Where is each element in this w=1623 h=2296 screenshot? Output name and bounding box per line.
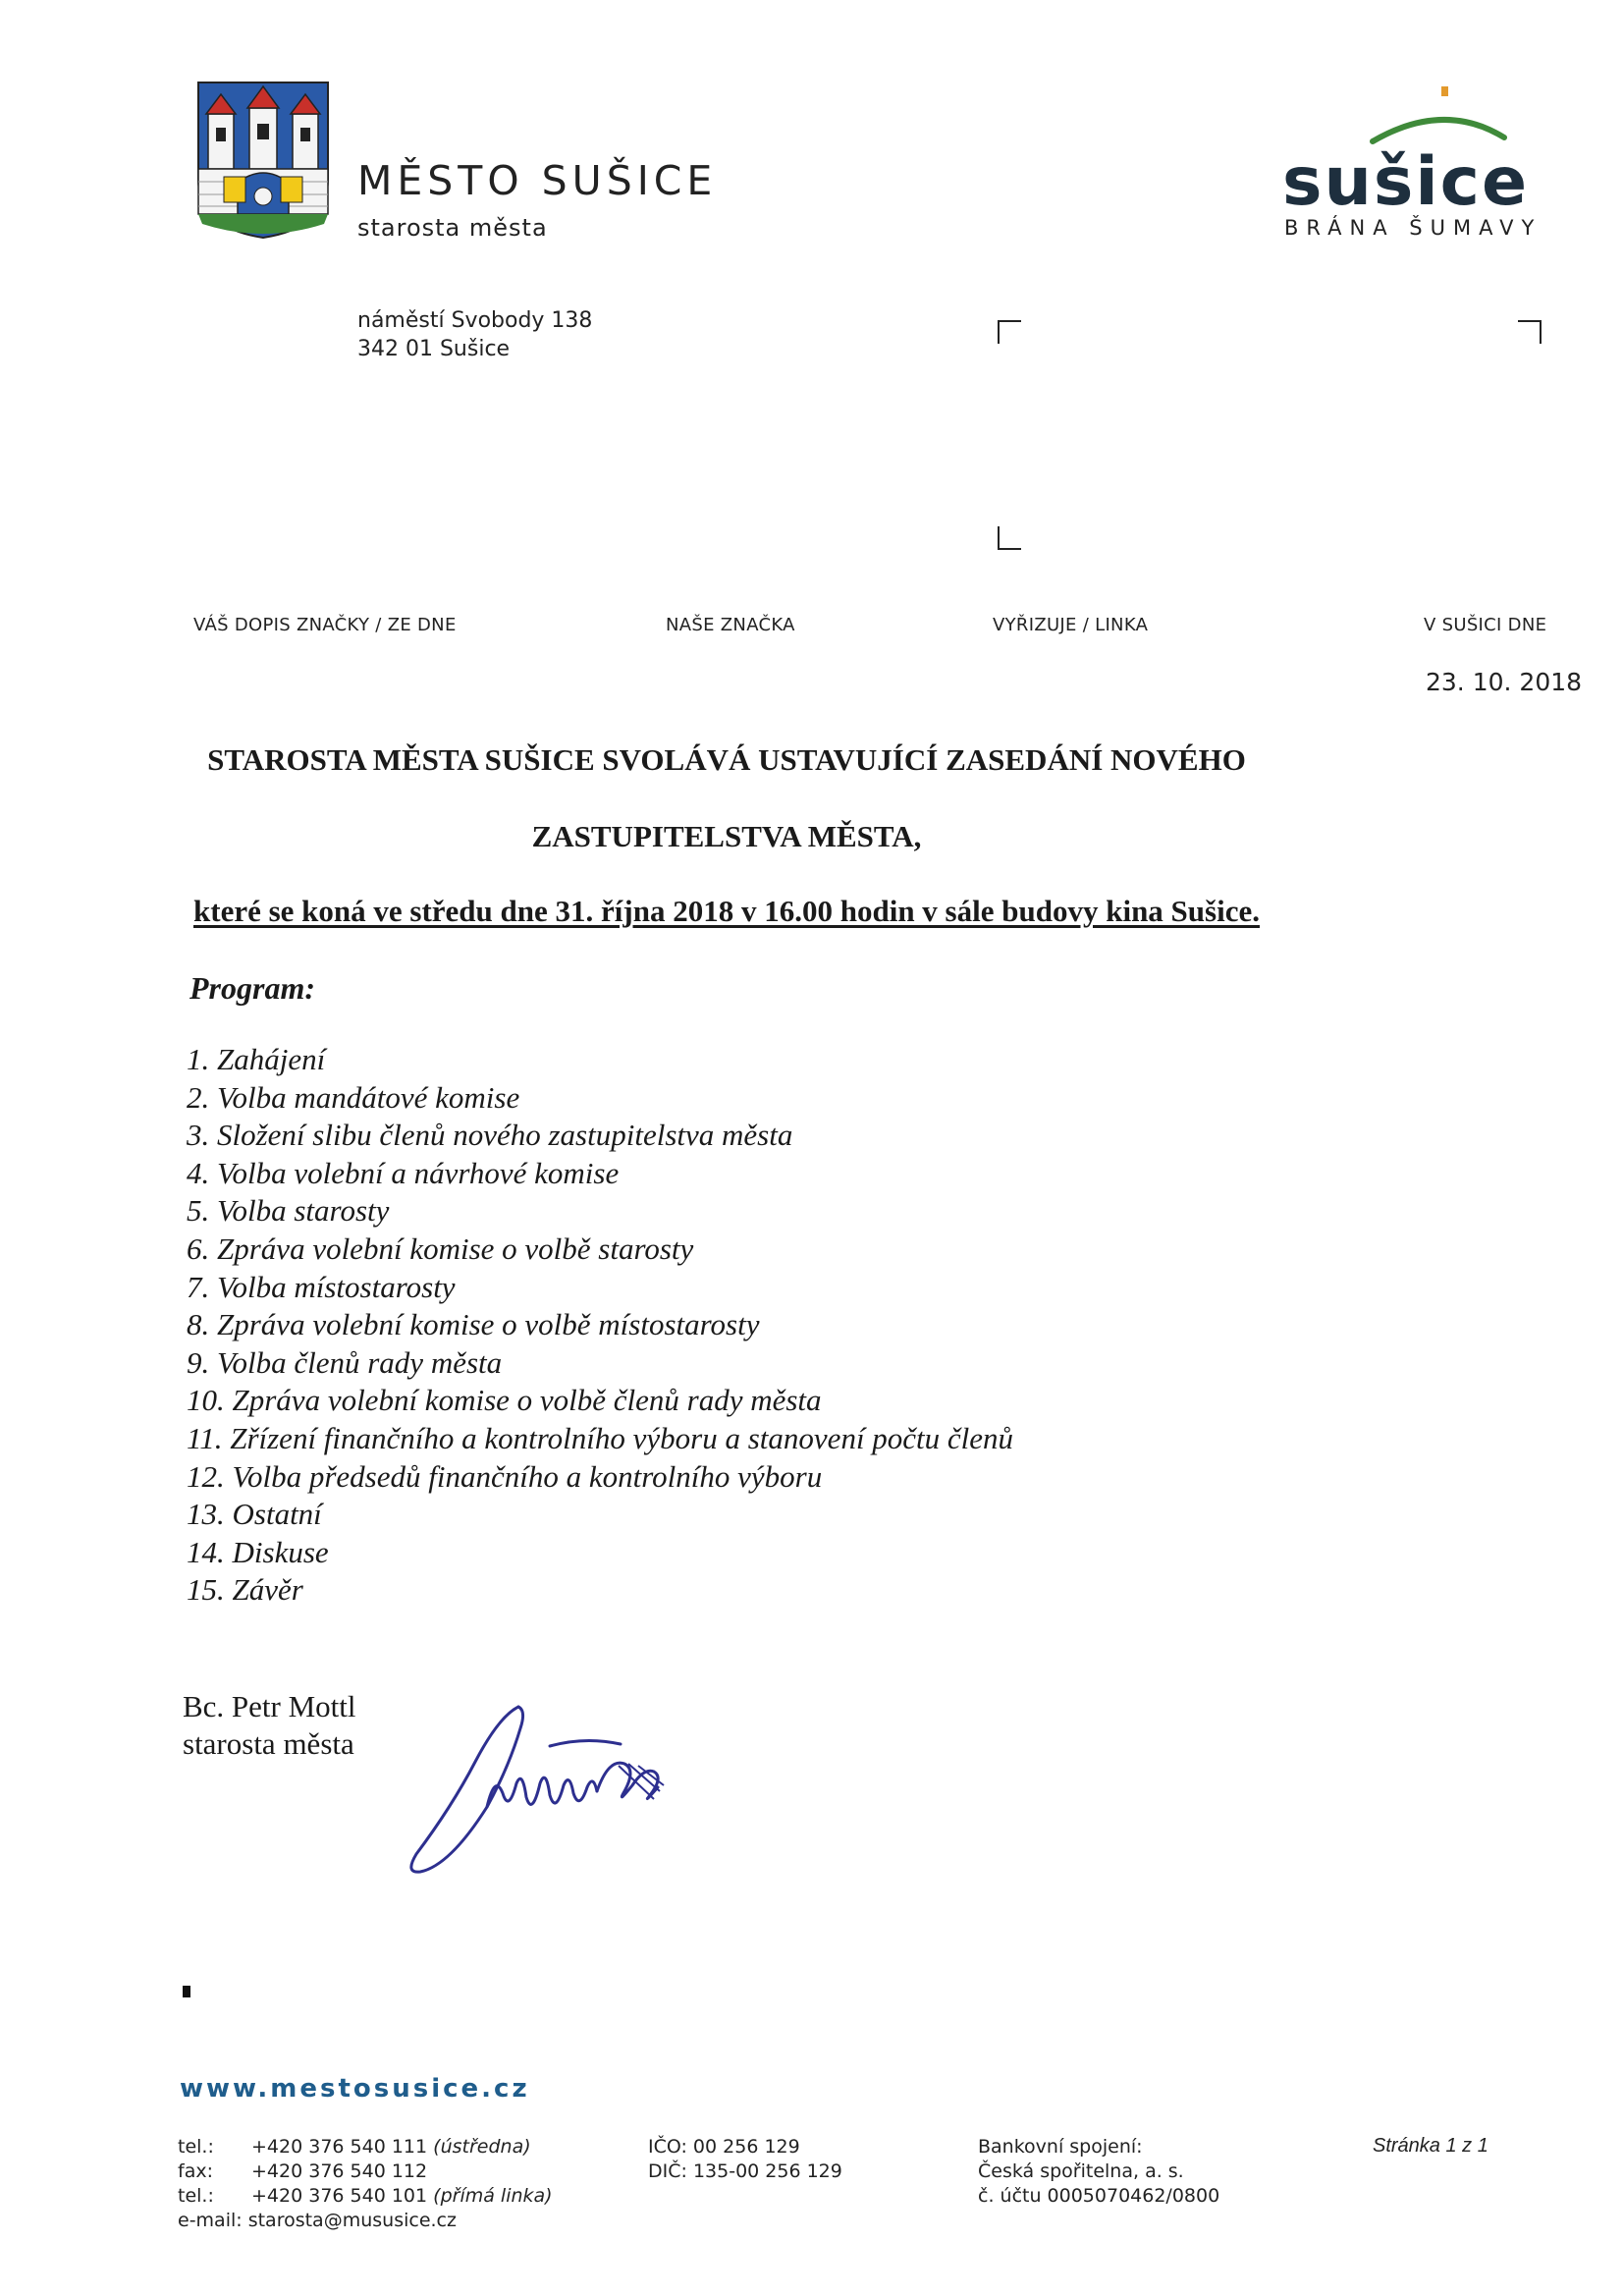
city-name: MĚSTO SUŠICE xyxy=(357,157,718,204)
footer-contacts xyxy=(178,2135,553,2233)
footer-direct-phone-row xyxy=(178,2184,553,2209)
fax-value: +420 376 540 112 xyxy=(251,2160,428,2182)
direct-phone-value: +420 376 540 101 xyxy=(251,2185,428,2207)
agenda-item: 13. Ostatní xyxy=(187,1497,322,1532)
margin-mark xyxy=(183,1986,190,1997)
direct-phone-label: tel.: xyxy=(178,2185,214,2207)
agenda-item: 12. Volba předsedů finančního a kontrolního výboru xyxy=(187,1458,823,1494)
email-label: e-mail: xyxy=(178,2210,243,2231)
bank-label: Bankovní spojení: xyxy=(978,2136,1143,2158)
agenda-item: 1. Zahájení xyxy=(187,1042,326,1076)
page-number: Stránka 1 z 1 xyxy=(1373,2135,1488,2157)
title-line-2: ZASTUPITELSTVA MĚSTA, xyxy=(531,819,922,853)
bank-account: č. účtu 0005070462/0800 xyxy=(978,2185,1220,2207)
agenda-item: 6. Zpráva volební komise o volbě starosty xyxy=(187,1230,694,1266)
letter-date: 23. 10. 2018 xyxy=(1426,668,1583,696)
agenda-item: 11. Zřízení finančního a kontrolního výboru a stanovení počtu členů xyxy=(187,1420,1014,1455)
program-heading: Program: xyxy=(189,970,315,1006)
dic-number: DIČ: 135-00 256 129 xyxy=(648,2160,842,2182)
ref-place-date: V SUŠICI DNE xyxy=(1424,615,1547,635)
fax-label: fax: xyxy=(178,2160,213,2182)
brand-tagline: BRÁNA ŠUMAVY xyxy=(1284,216,1542,240)
signer-role: starosta města xyxy=(183,1726,354,1761)
title-line-3: které se koná ve středu dne 31. října 2018 v 16.00 hodin v sále budovy kina Sušice. xyxy=(193,894,1260,928)
agenda-item: 8. Zpráva volební komise o volbě místostarosty xyxy=(187,1307,760,1342)
coat-of-arms-logo xyxy=(194,81,332,240)
website-link[interactable]: www.mestosusice.cz xyxy=(180,2074,530,2104)
ico-number: IČO: 00 256 129 xyxy=(648,2136,800,2158)
bank-name: Česká spořitelna, a. s. xyxy=(978,2160,1184,2182)
phone-note: (ústředna) xyxy=(433,2136,531,2158)
direct-phone-note: (přímá linka) xyxy=(433,2185,553,2207)
footer-email-row xyxy=(178,2209,553,2233)
email-value[interactable]: starosta@mususice.cz xyxy=(247,2210,457,2231)
ref-your-letter: VÁŠ DOPIS ZNAČKY / ZE DNE xyxy=(193,615,457,635)
ref-our-mark: NAŠE ZNAČKA xyxy=(666,615,795,635)
address-line-city: 342 01 Sušice xyxy=(357,337,511,361)
footer-phone-row xyxy=(178,2135,553,2159)
address-line-street: náměstí Svobody 138 xyxy=(357,308,593,333)
agenda-item: 7. Volba místostarosty xyxy=(187,1269,456,1304)
address-window-corner-bottom-left xyxy=(998,526,1021,550)
footer-ids xyxy=(648,2135,842,2184)
phone-label: tel.: xyxy=(178,2136,214,2158)
agenda-list xyxy=(187,1041,1013,1610)
agenda-item: 2. Volba mandátové komise xyxy=(187,1079,520,1115)
address-window-corner-top-right xyxy=(1518,320,1542,344)
footer-fax-row xyxy=(178,2159,553,2184)
agenda-item: 9. Volba členů rady města xyxy=(187,1344,503,1380)
agenda-item: 10. Zpráva volební komise o volbě členů rady města xyxy=(187,1383,822,1418)
footer-bank xyxy=(978,2135,1219,2209)
brand-wordmark: sušice xyxy=(1282,143,1530,221)
city-subtitle: starosta města xyxy=(357,214,548,242)
address-window-corner-top-left xyxy=(998,320,1021,344)
handwritten-signature xyxy=(393,1689,707,1886)
agenda-item: 14. Diskuse xyxy=(187,1534,329,1569)
agenda-item: 4. Volba volební a návrhové komise xyxy=(187,1155,620,1190)
signer-name: Bc. Petr Mottl xyxy=(183,1689,356,1723)
agenda-item: 15. Závěr xyxy=(187,1572,303,1608)
ref-handled-by: VYŘIZUJE / LINKA xyxy=(993,615,1149,635)
title-line-1: STAROSTA MĚSTA SUŠICE SVOLÁVÁ USTAVUJÍCÍ ZASEDÁNÍ NOVÉHO xyxy=(207,742,1246,777)
agenda-item: 5. Volba starosty xyxy=(187,1193,390,1229)
agenda-item: 3. Složení slibu členů nového zastupitelstva města xyxy=(187,1118,793,1153)
phone-value: +420 376 540 111 xyxy=(251,2136,428,2158)
